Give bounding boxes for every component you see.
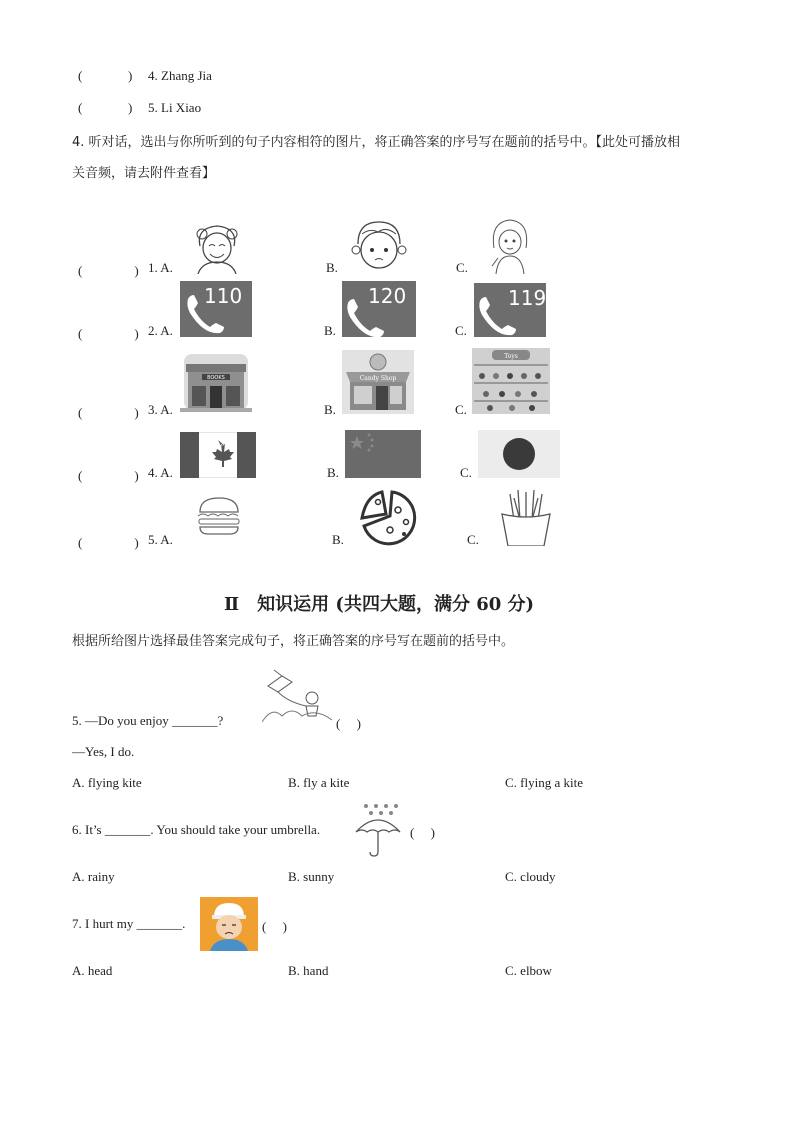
- option-c: C. cloudy: [505, 869, 556, 884]
- answer-paren: ( ): [336, 716, 361, 731]
- row-label: 2. A.: [148, 323, 173, 338]
- boy-headache-icon: [200, 897, 258, 951]
- umbrella-rain-icon: [352, 802, 404, 858]
- question-stem: 7. I hurt my _______.: [72, 916, 186, 931]
- phone-119-icon: [474, 283, 546, 337]
- option-b: B. sunny: [288, 869, 335, 884]
- item-text: 4. Zhang Jia: [148, 68, 212, 83]
- row-label: 4. A.: [148, 465, 173, 480]
- shop-sign-candy: Candy Shop: [359, 375, 397, 382]
- answer-paren: ( ): [78, 326, 139, 341]
- option-b-label: B.: [324, 323, 336, 338]
- pizza-icon: [352, 488, 426, 546]
- q4-instruction-line2: 关音频，请去附件查看】: [72, 166, 216, 181]
- option-a: A. rainy: [72, 869, 115, 884]
- shop-sign-books: BOOKS: [207, 375, 225, 381]
- option-a: A. head: [72, 963, 113, 978]
- option-c: C. elbow: [505, 963, 552, 978]
- answer-paren: ( ): [78, 405, 139, 420]
- kite-flying-icon: [262, 666, 332, 724]
- option-b: B. fly a kite: [288, 775, 350, 790]
- answer-paren: ( ): [78, 535, 139, 550]
- section-instruction: 根据所给图片选择最佳答案完成句子，将正确答案的序号写在题前的括号中。: [72, 634, 515, 649]
- candy-shop-icon: [342, 350, 414, 414]
- japan-flag-icon: [478, 430, 560, 478]
- hamburger-icon: [196, 496, 242, 536]
- q4-instruction-line1: 4. 听对话，选出与你所听到的句子内容相符的图片，将正确答案的序号写在题前的括号中。【此处可播放相: [72, 135, 681, 150]
- option-c-label: C.: [456, 260, 468, 275]
- option-a: A. flying kite: [72, 775, 142, 790]
- option-c-label: C.: [455, 402, 467, 417]
- fries-icon: [496, 488, 556, 546]
- canada-flag-icon: [180, 432, 256, 478]
- answer-paren: ( ): [78, 468, 139, 483]
- option-c-label: C.: [460, 465, 472, 480]
- row-label: 3. A.: [148, 402, 173, 417]
- phone-119-text: 119: [508, 286, 546, 310]
- china-flag-icon: [345, 430, 421, 478]
- paren-close: ): [128, 100, 133, 115]
- option-c-label: C.: [455, 323, 467, 338]
- answer-paren: ( ): [410, 825, 435, 840]
- row-label: 5. A.: [148, 532, 173, 547]
- phone-120-icon: [342, 281, 416, 337]
- phone-110-text: 110: [204, 284, 243, 308]
- question-stem: 6. It’s _______. You should take your umbrella.: [72, 822, 321, 837]
- row-label: 1. A.: [148, 260, 173, 275]
- grandma-face-icon: [190, 222, 244, 274]
- option-c: C. flying a kite: [505, 775, 583, 790]
- toy-shop-icon: [472, 348, 550, 414]
- shop-sign-toys: Toys: [504, 353, 518, 360]
- question-reply: —Yes, I do.: [72, 744, 135, 759]
- phone-120-text: 120: [368, 284, 407, 308]
- phone-110-icon: [180, 281, 252, 337]
- paren-open: (: [78, 68, 83, 83]
- option-b: B. hand: [288, 963, 329, 978]
- item-text: 5. Li Xiao: [148, 100, 202, 115]
- option-b-label: B.: [324, 402, 336, 417]
- option-b-label: B.: [332, 532, 344, 547]
- option-b-label: B.: [326, 260, 338, 275]
- answer-paren: ( ): [262, 919, 287, 934]
- boy-face-icon: [350, 220, 408, 274]
- section-title: Ⅱ 知识运用 (共四大题，满分 60 分): [224, 594, 535, 615]
- bookstore-icon: [180, 350, 252, 414]
- paren-open: (: [78, 100, 83, 115]
- question-stem: 5. —Do you enjoy _______?: [72, 713, 224, 728]
- paren-close: ): [128, 68, 133, 83]
- answer-paren: ( ): [78, 263, 139, 278]
- girl-face-icon: [484, 218, 536, 274]
- option-c-label: C.: [467, 532, 479, 547]
- option-b-label: B.: [327, 465, 339, 480]
